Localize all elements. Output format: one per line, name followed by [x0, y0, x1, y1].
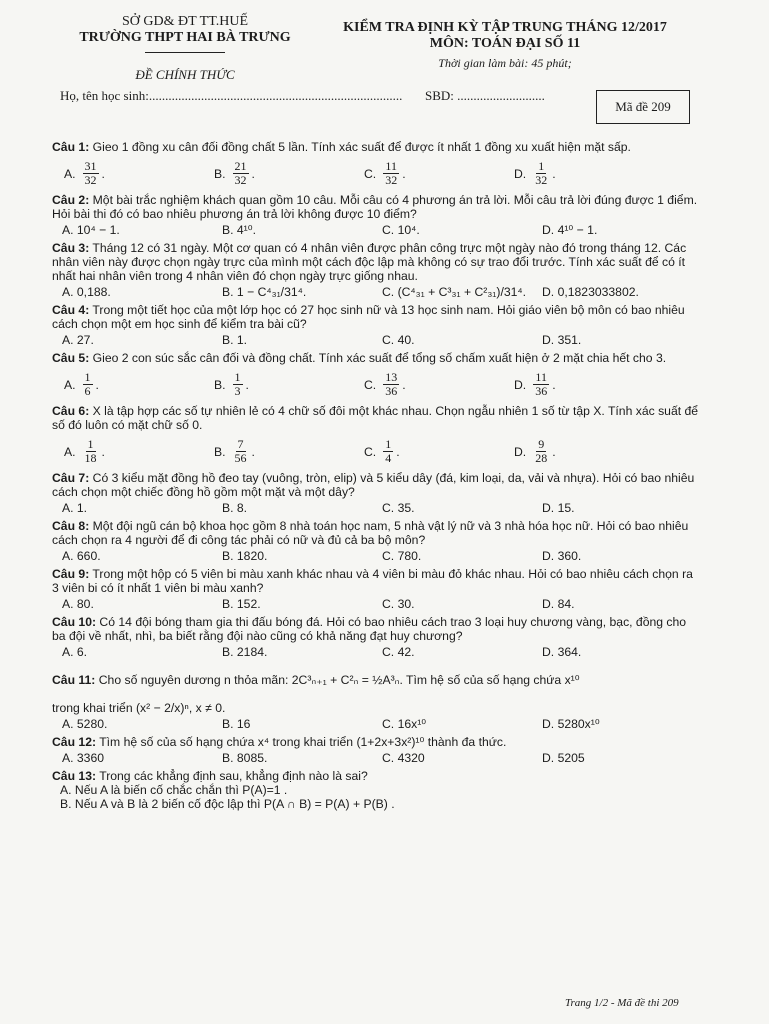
- numerator: 1: [538, 159, 545, 173]
- statement-line: A. Nếu A là biến cố chắc chắn thì P(A)=1 .: [60, 783, 288, 797]
- answer-options: [52, 333, 702, 347]
- answer-option: A. 6.: [62, 645, 88, 659]
- department-name: SỞ GD& ĐT TT.HUẾ: [122, 14, 248, 29]
- option-label: A.: [64, 444, 76, 459]
- question-number: Câu 1:: [52, 140, 90, 154]
- answer-options: [52, 285, 702, 299]
- answer-option: C. 35.: [382, 501, 415, 515]
- question-6: [52, 404, 702, 465]
- question-8: [52, 519, 702, 563]
- answer-options: [52, 549, 702, 563]
- punct: .: [251, 444, 255, 459]
- option-label: B.: [214, 166, 226, 181]
- fraction: [233, 438, 249, 465]
- question-13: [52, 769, 702, 811]
- numerator: 1: [234, 370, 241, 384]
- question-number: Câu 3:: [52, 241, 90, 255]
- answer-options: [52, 223, 702, 237]
- fraction: [383, 160, 399, 187]
- answer-option: B. 152.: [222, 597, 261, 611]
- numerator: 1: [87, 437, 94, 451]
- question-number: Câu 11:: [52, 673, 96, 687]
- option-label: B.: [214, 444, 226, 459]
- answer-options: [52, 751, 702, 765]
- answer-option: C. 16x¹⁰: [382, 717, 427, 731]
- answer-option: C. 780.: [382, 549, 422, 563]
- question-text: Câu 3: Tháng 12 có 31 ngày. Một cơ quan có 4 nhân viên được phân công trực một ngày nào đó trong tháng 12. Các nhân viên này được chọn ngày trực của mình một cách độc lập mà không có sự trao đổi trước. Tính xác suất để có ít nhất hai nhân viên trong 4 nhân viên đó chọn ngày trực giống nhau.: [52, 241, 687, 283]
- numerator: 1: [385, 437, 392, 451]
- answer-option: A. 0,188.: [62, 285, 111, 299]
- answer-options: [52, 371, 702, 398]
- answer-option: B. 4¹⁰.: [222, 223, 257, 237]
- punct: .: [402, 166, 406, 181]
- question-list: [52, 140, 702, 815]
- option-label: A.: [64, 166, 76, 181]
- question-number: Câu 8:: [52, 519, 90, 533]
- punct: .: [552, 166, 556, 181]
- numerator: 11: [535, 370, 547, 384]
- numerator: 11: [385, 159, 397, 173]
- answer-option: [502, 438, 652, 465]
- answer-option: C. (C⁴₃₁ + C³₃₁ + C²₃₁)/31⁴.: [382, 285, 527, 299]
- answer-option: C. 4320: [382, 751, 425, 765]
- numerator: 9: [538, 437, 545, 451]
- question-text: Câu 1: Gieo 1 đồng xu cân đối đồng chất 5 lần. Tính xác suất để được ít nhất 1 đồng xu xuất hiện mặt sấp.: [52, 140, 631, 154]
- question-number: Câu 9:: [52, 567, 90, 581]
- option-label: C.: [364, 166, 377, 181]
- answer-option: A. 10⁴ − 1.: [62, 223, 120, 237]
- question-12: [52, 735, 702, 765]
- fraction: [533, 160, 549, 187]
- exam-time: Thời gian làm bài: 45 phút;: [438, 56, 572, 70]
- exam-title: KIỂM TRA ĐỊNH KỲ TẬP TRUNG THÁNG 12/2017: [343, 20, 667, 35]
- fraction: [533, 371, 549, 398]
- denominator: 32: [84, 173, 97, 187]
- punct: .: [101, 166, 105, 181]
- answer-option: A. 5280.: [62, 717, 108, 731]
- option-label: A.: [64, 377, 76, 392]
- numerator: 7: [237, 437, 244, 451]
- answer-option: B. 2184.: [222, 645, 268, 659]
- exam-code: Mã đề 209: [615, 99, 671, 114]
- option-label: B.: [214, 377, 226, 392]
- question-text: Câu 11: Cho số nguyên dương n thỏa mãn: 2C³ₙ₊₁ + C²ₙ = ½A³ₙ. Tìm hệ số của số hạng chứa x¹⁰: [52, 673, 580, 687]
- question-text: Câu 10: Có 14 đội bóng tham gia thi đấu bóng đá. Hỏi có bao nhiêu cách trao 3 loại huy chương vàng, bạc, đồng cho ba đội về nhất, nhì, ba biết rằng đội nào cũng có khả năng đạt huy chương?: [52, 615, 687, 643]
- denominator: 32: [234, 173, 247, 187]
- sbd-field: SBD: ...........................: [425, 88, 545, 103]
- header-right: [335, 20, 675, 71]
- answer-options: [52, 717, 702, 731]
- answer-option: [52, 438, 202, 465]
- answer-option: A. 1.: [62, 501, 88, 515]
- question-9: [52, 567, 702, 611]
- fraction: [83, 371, 93, 398]
- fraction: [83, 438, 99, 465]
- answer-option: B. 16: [222, 717, 251, 731]
- page-footer: Trang 1/2 - Mã đề thi 209: [565, 997, 679, 1009]
- header-divider: [145, 52, 225, 53]
- answer-option: C. 10⁴.: [382, 223, 420, 237]
- fraction: [233, 160, 249, 187]
- question-text: Câu 2: Một bài trắc nghiệm khách quan gồm 10 câu. Mỗi câu có 4 phương án trả lời. Mỗi câu trả lời đúng được 1 điểm. Hỏi bài thi đó có bao nhiêu phương án trả lời không được 10 điểm?: [52, 193, 698, 221]
- question-text: Câu 8: Một đội ngũ cán bộ khoa học gồm 8 nhà toán học nam, 5 nhà vật lý nữ và 3 nhà hóa học nữ. Hỏi có bao nhiêu cách chọn ra 4 người để đi công tác phải có nữ và đủ cả ba bộ môn?: [52, 519, 689, 547]
- punct: .: [396, 444, 400, 459]
- answer-option: D. 5205: [542, 751, 585, 765]
- denominator: 32: [535, 173, 548, 187]
- denominator: 6: [84, 384, 91, 398]
- question-7: [52, 471, 702, 515]
- denominator: 4: [385, 451, 392, 465]
- fraction: [383, 371, 399, 398]
- answer-option: [52, 371, 202, 398]
- answer-option: [202, 371, 352, 398]
- answer-option: D. 360.: [542, 549, 582, 563]
- exam-subject: MÔN: TOÁN ĐẠI SỐ 11: [429, 36, 581, 51]
- fraction: [83, 160, 99, 187]
- question-1: [52, 140, 702, 187]
- answer-option: [352, 371, 502, 398]
- answer-option: D. 0,1823033802.: [542, 285, 639, 299]
- answer-option: C. 30.: [382, 597, 415, 611]
- answer-option: C. 42.: [382, 645, 415, 659]
- punct: .: [552, 444, 556, 459]
- denominator: 28: [535, 451, 548, 465]
- answer-option: D. 84.: [542, 597, 575, 611]
- answer-option: B. 8.: [222, 501, 248, 515]
- option-label: C.: [364, 377, 377, 392]
- denominator: 56: [234, 451, 247, 465]
- answer-option: [52, 160, 202, 187]
- answer-option: A. 3360: [62, 751, 105, 765]
- answer-option: B. 8085.: [222, 751, 268, 765]
- answer-option: [502, 160, 652, 187]
- answer-option: D. 4¹⁰ − 1.: [542, 223, 598, 237]
- punct: .: [95, 377, 99, 392]
- fraction: [533, 438, 549, 465]
- answer-options: [52, 501, 702, 515]
- question-number: Câu 6:: [52, 404, 90, 418]
- punct: .: [251, 166, 255, 181]
- exam-code-box: [596, 90, 690, 124]
- question-2: [52, 193, 702, 237]
- numerator: 1: [84, 370, 91, 384]
- answer-option: [202, 438, 352, 465]
- answer-option: [352, 160, 502, 187]
- question-number: Câu 12:: [52, 735, 97, 749]
- header-left: [60, 14, 310, 83]
- numerator: 21: [234, 159, 247, 173]
- question-number: Câu 4:: [52, 303, 90, 317]
- answer-option: D. 364.: [542, 645, 582, 659]
- question-text: Câu 9: Trong một hộp có 5 viên bi màu xanh khác nhau và 4 viên bi màu đỏ khác nhau. Hỏi có bao nhiêu cách chọn ra 3 viên bi có ít nhất 1 viên bi màu xanh?: [52, 567, 693, 595]
- fraction: [233, 371, 243, 398]
- answer-options: [52, 160, 702, 187]
- option-label: D.: [514, 377, 527, 392]
- school-name: TRƯỜNG THPT HAI BÀ TRƯNG: [79, 30, 291, 45]
- question-number: Câu 2:: [52, 193, 90, 207]
- question-11: [52, 673, 702, 731]
- answer-option: D. 351.: [542, 333, 582, 347]
- question-number: Câu 5:: [52, 351, 90, 365]
- answer-option: B. 1 − C⁴₃₁/31⁴.: [222, 285, 307, 299]
- answer-option: C. 40.: [382, 333, 415, 347]
- answer-option: B. 1.: [222, 333, 248, 347]
- punct: .: [552, 377, 556, 392]
- question-4: [52, 303, 702, 347]
- question-text: Câu 12: Tìm hệ số của số hạng chứa x⁴ trong khai triển (1+2x+3x²)¹⁰ thành đa thức.: [52, 735, 507, 749]
- answer-options: [52, 645, 702, 659]
- statement-line: B. Nếu A và B là 2 biến cố độc lập thì P(A ∩ B) = P(A) + P(B) .: [60, 797, 395, 811]
- answer-option: [352, 438, 502, 465]
- numerator: 31: [84, 159, 97, 173]
- answer-option: D. 15.: [542, 501, 575, 515]
- punct: .: [101, 444, 105, 459]
- option-label: D.: [514, 166, 527, 181]
- question-number: Câu 7:: [52, 471, 90, 485]
- denominator: 3: [234, 384, 241, 398]
- question-text: Câu 13: Trong các khẳng định sau, khẳng định nào là sai?: [52, 769, 368, 783]
- answer-option: A. 27.: [62, 333, 94, 347]
- denominator: 32: [385, 173, 398, 187]
- question-number: Câu 10:: [52, 615, 97, 629]
- question-5: [52, 351, 702, 398]
- punct: .: [402, 377, 406, 392]
- question-3: [52, 241, 702, 299]
- denominator: 36: [535, 384, 548, 398]
- question-number: Câu 13:: [52, 769, 97, 783]
- option-label: D.: [514, 444, 527, 459]
- official-label: ĐỀ CHÍNH THỨC: [135, 67, 235, 82]
- answer-option: A. 80.: [62, 597, 94, 611]
- numerator: 13: [385, 370, 398, 384]
- question-text-cont: trong khai triển (x² − 2/x)ⁿ, x ≠ 0.: [52, 701, 226, 715]
- question-text: Câu 4: Trong một tiết học của một lớp học có 27 học sinh nữ và 13 học sinh nam. Hỏi giáo viên bộ môn có bao nhiêu cách chọn một em học sinh để kiểm tra bài cũ?: [52, 303, 685, 331]
- question-10: [52, 615, 702, 659]
- punct: .: [245, 377, 249, 392]
- answer-option: [502, 371, 652, 398]
- student-name-field: Họ, tên học sinh:..............................................................................: [60, 88, 403, 103]
- answer-option: [202, 160, 352, 187]
- denominator: 18: [84, 451, 97, 465]
- denominator: 36: [385, 384, 398, 398]
- answer-option: A. 660.: [62, 549, 101, 563]
- fraction: [383, 438, 393, 465]
- question-text: Câu 6: X là tập hợp các số tự nhiên lẻ có 4 chữ số đôi một khác nhau. Chọn ngẫu nhiên 1 số từ tập X. Tính xác suất để số đó luôn có mặt chữ số 0.: [52, 404, 699, 432]
- answer-option: D. 5280x¹⁰: [542, 717, 600, 731]
- question-text: Câu 5: Gieo 2 con súc sắc cân đối và đồng chất. Tính xác suất để tổng số chấm xuất hiện ở 2 mặt chia hết cho 3.: [52, 351, 667, 365]
- question-text: Câu 7: Có 3 kiểu mặt đồng hồ đeo tay (vuông, tròn, elip) và 5 kiểu dây (đá, kim loại, da, vải và nhựa). Hỏi có bao nhiêu cách chọn một chiếc đồng hồ gồm một mặt và một dây?: [52, 471, 695, 499]
- answer-options: [52, 438, 702, 465]
- answer-options: [52, 597, 702, 611]
- option-label: C.: [364, 444, 377, 459]
- answer-option: B. 1820.: [222, 549, 268, 563]
